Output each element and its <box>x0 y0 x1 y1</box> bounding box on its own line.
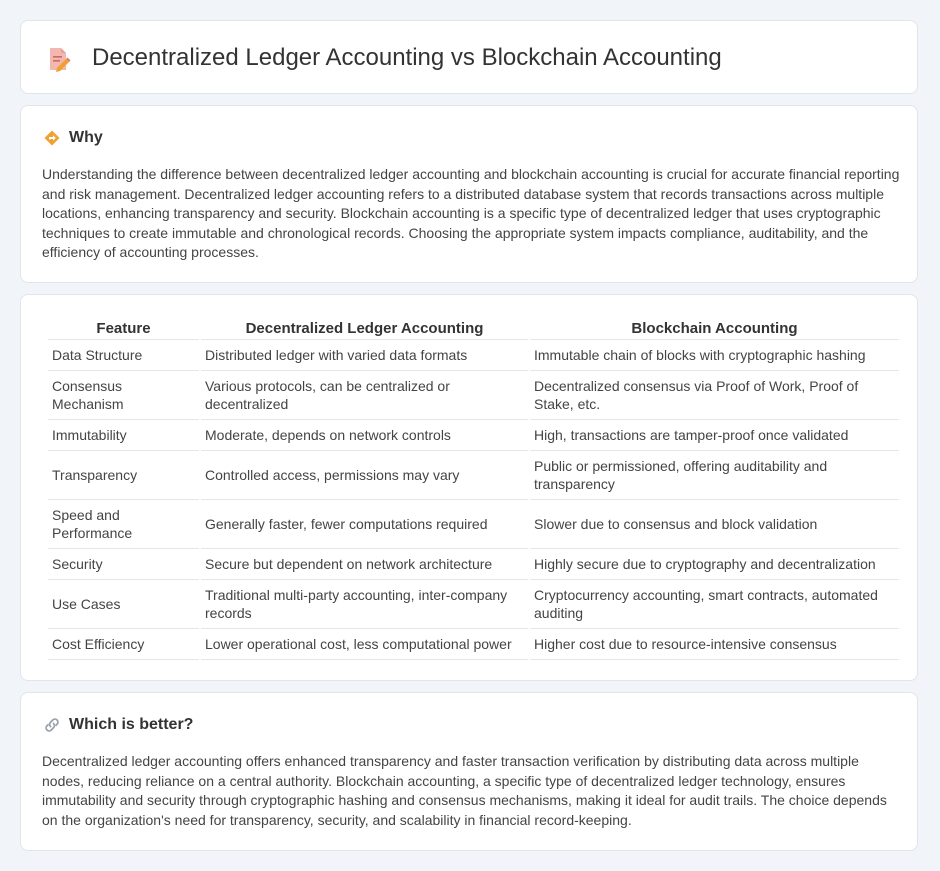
which-better-text: Decentralized ledger accounting offers enhanced transparency and faster transaction verification by distributing data across multiple nodes, reducing reliance on a central authority. Blockchain accounting, a specific type of decentralized ledger technology, ensures immutability and security through cryptographic hashing and consensus mechanisms, making it ideal for audit trails. The choice depends on the organization's need for transparency, security, and scalability in financial record-keeping. <box>42 753 887 828</box>
decentralized-cell: Various protocols, can be centralized or decentralized <box>201 371 528 420</box>
decentralized-cell: Lower operational cost, less computational power <box>201 629 528 660</box>
table-row <box>48 500 899 549</box>
table-row <box>48 549 899 580</box>
blockchain-cell: Highly secure due to cryptography and decentralization <box>530 549 899 580</box>
blockchain-cell: Slower due to consensus and block validation <box>530 500 899 549</box>
feature-cell: Immutability <box>48 420 199 451</box>
link-icon <box>43 716 61 734</box>
why-section <box>20 105 918 283</box>
column-header-blockchain: Blockchain Accounting <box>530 317 899 340</box>
why-heading: Why <box>69 129 103 146</box>
table-row <box>48 580 899 629</box>
blockchain-cell: Decentralized consensus via Proof of Work, Proof of Stake, etc. <box>530 371 899 420</box>
feature-cell: Transparency <box>48 451 199 500</box>
table-row <box>48 371 899 420</box>
feature-cell: Cost Efficiency <box>48 629 199 660</box>
feature-cell: Consensus Mechanism <box>48 371 199 420</box>
page-title: Decentralized Ledger Accounting vs Blockchain Accounting <box>92 44 722 71</box>
which-better-header <box>43 715 193 735</box>
decentralized-cell: Traditional multi-party accounting, inter-company records <box>201 580 528 629</box>
feature-cell: Data Structure <box>48 340 199 371</box>
feature-cell: Security <box>48 549 199 580</box>
decentralized-cell: Distributed ledger with varied data formats <box>201 340 528 371</box>
column-header-decentralized: Decentralized Ledger Accounting <box>201 317 528 340</box>
blockchain-cell: Cryptocurrency accounting, smart contracts, automated auditing <box>530 580 899 629</box>
comparison-table <box>46 317 901 660</box>
blockchain-cell: Higher cost due to resource-intensive consensus <box>530 629 899 660</box>
why-header <box>43 128 103 148</box>
decentralized-cell: Generally faster, fewer computations required <box>201 500 528 549</box>
document-pen-icon <box>47 46 71 72</box>
decentralized-cell: Moderate, depends on network controls <box>201 420 528 451</box>
diamond-arrow-icon <box>43 129 61 147</box>
blockchain-cell: High, transactions are tamper-proof once validated <box>530 420 899 451</box>
column-header-feature: Feature <box>48 317 199 340</box>
which-better-section <box>20 692 918 851</box>
blockchain-cell: Public or permissioned, offering auditability and transparency <box>530 451 899 500</box>
feature-cell: Speed and Performance <box>48 500 199 549</box>
decentralized-cell: Controlled access, permissions may vary <box>201 451 528 500</box>
table-row <box>48 420 899 451</box>
decentralized-cell: Secure but dependent on network architecture <box>201 549 528 580</box>
feature-cell: Use Cases <box>48 580 199 629</box>
table-row <box>48 340 899 371</box>
table-header-row <box>48 317 899 340</box>
title-card <box>20 20 918 94</box>
why-text: Understanding the difference between decentralized ledger accounting and blockchain accounting is crucial for accurate financial reporting and risk management. Decentralized ledger accounting refers to a distributed database system that records transactions across multiple locations, enhancing transparency and security. Blockchain accounting is a specific type of decentralized ledger that uses cryptographic techniques to create immutable and chronological records. Choosing the appropriate system impacts compliance, auditability, and the efficiency of accounting processes. <box>42 166 900 261</box>
table-row <box>48 451 899 500</box>
comparison-card <box>20 294 918 681</box>
which-better-heading: Which is better? <box>69 716 194 733</box>
table-row <box>48 629 899 660</box>
blockchain-cell: Immutable chain of blocks with cryptographic hashing <box>530 340 899 371</box>
